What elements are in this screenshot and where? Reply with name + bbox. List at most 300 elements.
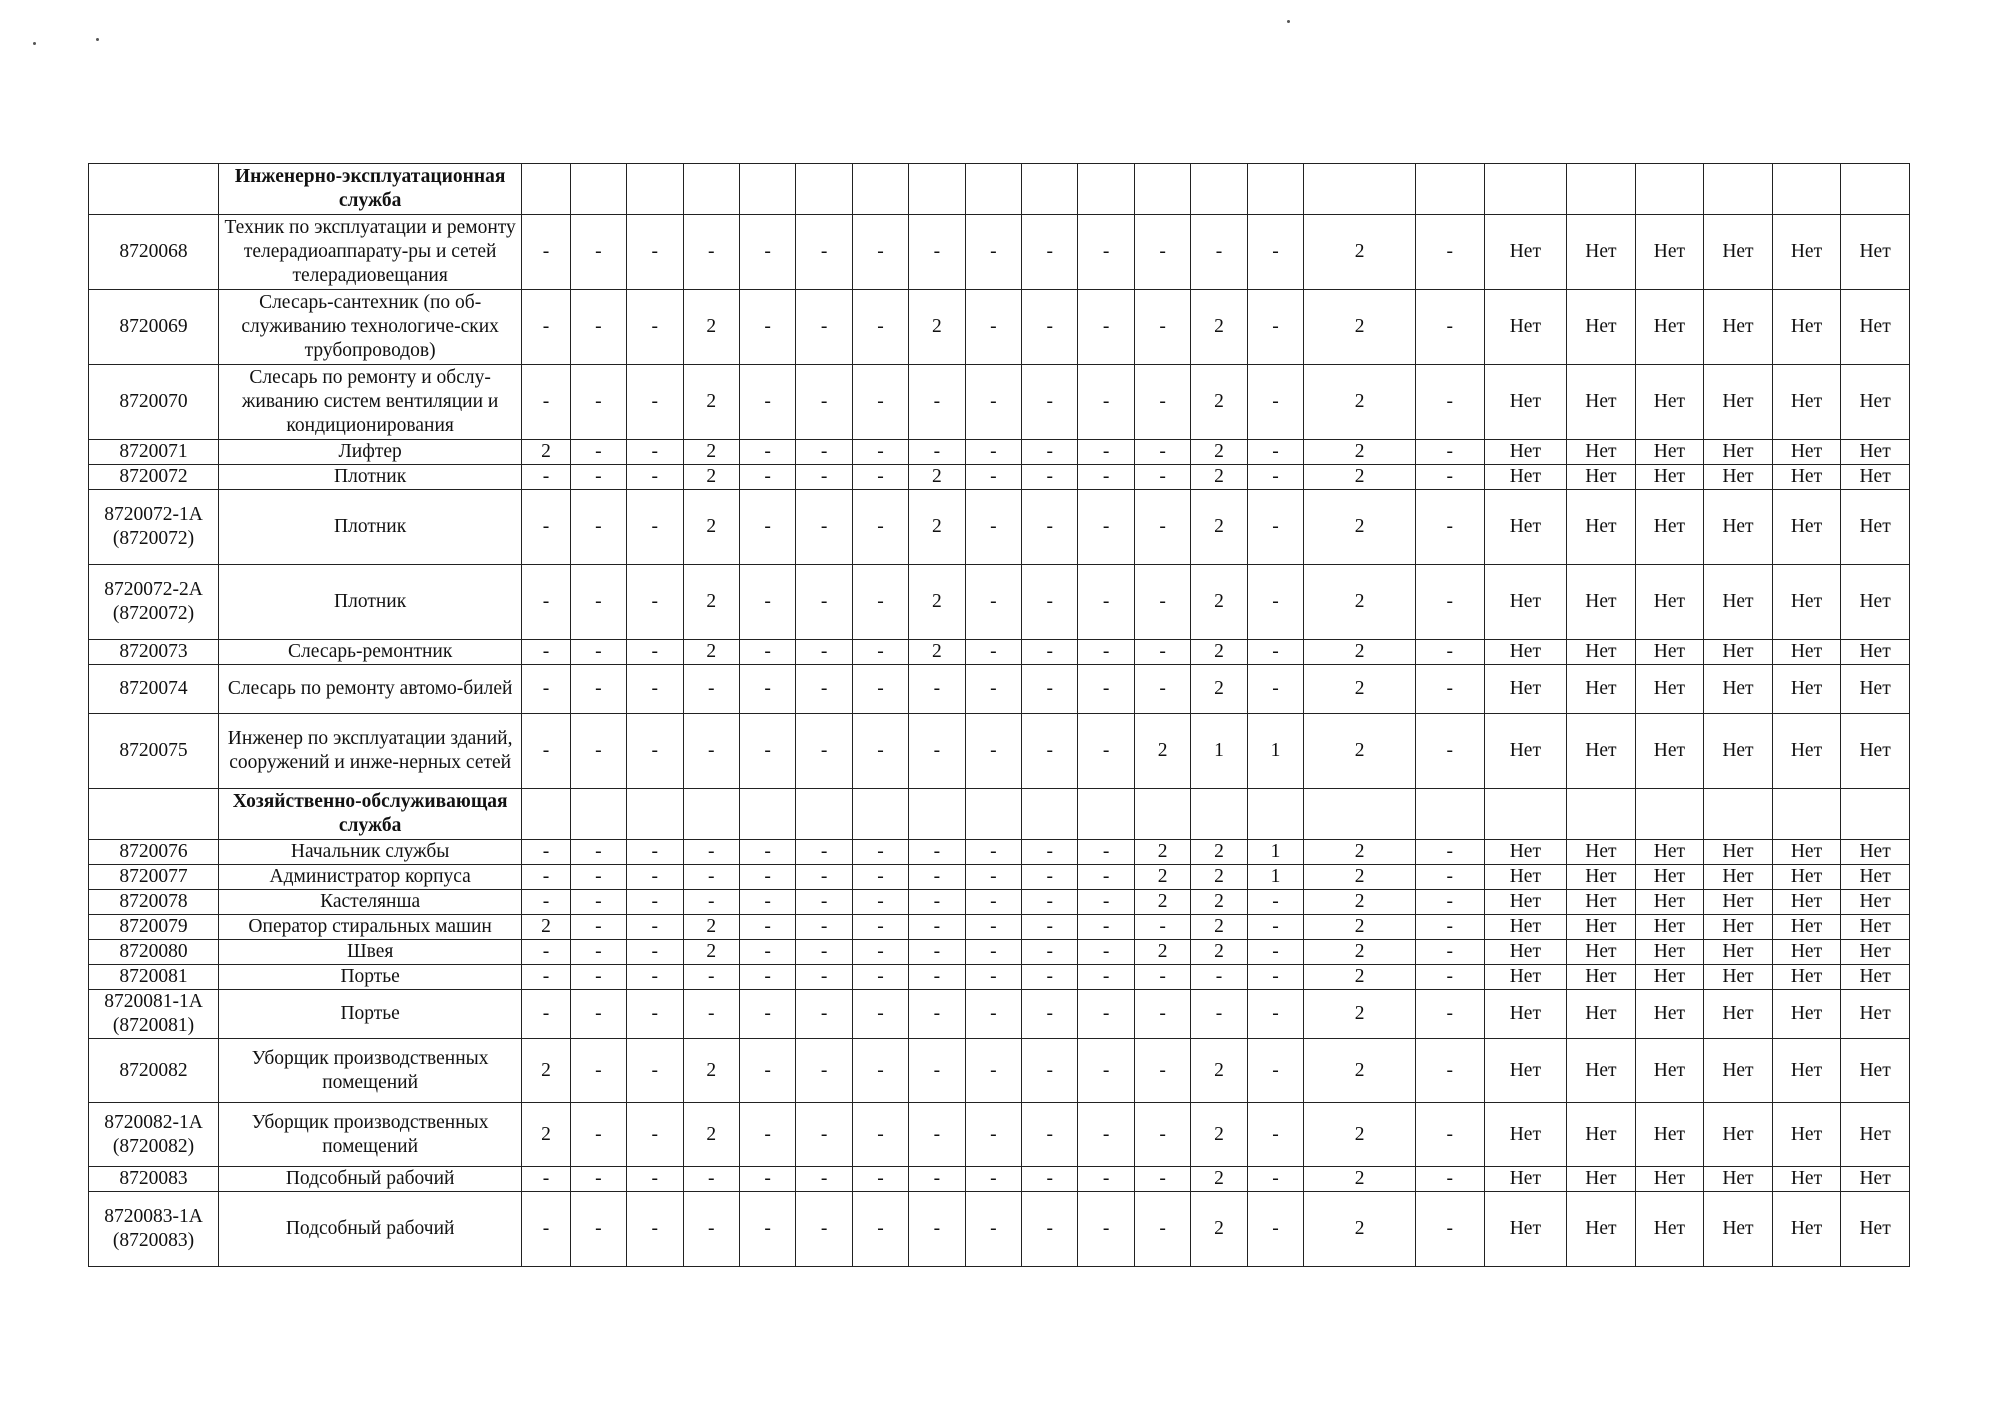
value-cell: -: [683, 990, 739, 1039]
value-cell: -: [1078, 890, 1134, 915]
value-cell: -: [1134, 665, 1190, 714]
value-cell: Нет: [1704, 1192, 1773, 1267]
value-cell: Нет: [1567, 465, 1636, 490]
table-row: [89, 1167, 1910, 1192]
value-cell: -: [739, 965, 795, 990]
value-cell: 2: [1191, 565, 1247, 640]
value-cell: 2: [1191, 865, 1247, 890]
value-cell: -: [909, 440, 965, 465]
value-cell: Нет: [1704, 490, 1773, 565]
value-cell: -: [1078, 915, 1134, 940]
value-cell: Нет: [1772, 840, 1841, 865]
value-cell: -: [852, 714, 908, 789]
value-cell: Нет: [1635, 1192, 1704, 1267]
value-cell: 2: [1304, 840, 1416, 865]
value-cell: Нет: [1841, 915, 1910, 940]
value-cell: -: [1134, 1039, 1190, 1103]
value-cell: 2: [1191, 665, 1247, 714]
value-cell: -: [852, 665, 908, 714]
job-code-cell: [89, 789, 219, 840]
job-code-cell: 8720070: [89, 365, 219, 440]
value-cell: -: [570, 840, 626, 865]
table-row: [89, 1039, 1910, 1103]
value-cell: -: [627, 990, 683, 1039]
value-cell: -: [909, 1167, 965, 1192]
value-cell: 2: [909, 490, 965, 565]
job-code-cell: 8720069: [89, 290, 219, 365]
value-cell: Нет: [1635, 215, 1704, 290]
value-cell: Нет: [1484, 465, 1567, 490]
value-cell: -: [965, 714, 1021, 789]
value-cell: -: [627, 1039, 683, 1103]
value-cell: -: [739, 640, 795, 665]
value-cell: -: [909, 1192, 965, 1267]
value-cell: Нет: [1484, 1192, 1567, 1267]
job-code-cell: 8720073: [89, 640, 219, 665]
value-cell: 2: [1191, 1103, 1247, 1167]
value-cell: -: [965, 915, 1021, 940]
value-cell: -: [1022, 490, 1078, 565]
value-cell: -: [796, 1192, 852, 1267]
job-code-cell: 8720078: [89, 890, 219, 915]
value-cell: 2: [683, 290, 739, 365]
table-row: [89, 1103, 1910, 1167]
value-cell: 2: [522, 1103, 570, 1167]
value-cell: Нет: [1484, 990, 1567, 1039]
value-cell: [1841, 164, 1910, 215]
table-row: [89, 565, 1910, 640]
value-cell: Нет: [1635, 1167, 1704, 1192]
value-cell: -: [1022, 1167, 1078, 1192]
value-cell: Нет: [1841, 665, 1910, 714]
value-cell: -: [1134, 565, 1190, 640]
value-cell: 2: [1304, 915, 1416, 940]
value-cell: Нет: [1772, 640, 1841, 665]
value-cell: Нет: [1635, 565, 1704, 640]
value-cell: Нет: [1567, 640, 1636, 665]
value-cell: Нет: [1567, 915, 1636, 940]
value-cell: -: [570, 465, 626, 490]
value-cell: [1134, 789, 1190, 840]
value-cell: -: [1134, 440, 1190, 465]
value-cell: -: [570, 640, 626, 665]
value-cell: Нет: [1567, 1167, 1636, 1192]
value-cell: 2: [1191, 290, 1247, 365]
value-cell: -: [796, 440, 852, 465]
value-cell: -: [1416, 865, 1485, 890]
value-cell: -: [1134, 215, 1190, 290]
value-cell: Нет: [1484, 1167, 1567, 1192]
value-cell: 2: [1134, 940, 1190, 965]
value-cell: Нет: [1841, 840, 1910, 865]
value-cell: -: [852, 890, 908, 915]
table-row: [89, 640, 1910, 665]
value-cell: Нет: [1567, 1103, 1636, 1167]
job-code-cell: 8720077: [89, 865, 219, 890]
value-cell: Нет: [1567, 565, 1636, 640]
value-cell: -: [796, 840, 852, 865]
value-cell: -: [570, 714, 626, 789]
value-cell: -: [1416, 565, 1485, 640]
value-cell: -: [627, 1103, 683, 1167]
table-row: [89, 965, 1910, 990]
value-cell: -: [1078, 840, 1134, 865]
value-cell: [1191, 789, 1247, 840]
value-cell: [796, 164, 852, 215]
value-cell: Нет: [1772, 565, 1841, 640]
value-cell: -: [522, 215, 570, 290]
value-cell: -: [796, 940, 852, 965]
job-code-cell: 8720081: [89, 965, 219, 990]
value-cell: 2: [1191, 1192, 1247, 1267]
value-cell: Нет: [1704, 365, 1773, 440]
value-cell: -: [1191, 215, 1247, 290]
value-cell: -: [683, 865, 739, 890]
value-cell: -: [1191, 965, 1247, 990]
value-cell: 1: [1247, 840, 1303, 865]
value-cell: -: [739, 1192, 795, 1267]
value-cell: -: [1416, 465, 1485, 490]
value-cell: [1635, 164, 1704, 215]
value-cell: 2: [909, 465, 965, 490]
value-cell: -: [1134, 465, 1190, 490]
value-cell: -: [1078, 440, 1134, 465]
value-cell: Нет: [1635, 640, 1704, 665]
value-cell: -: [570, 565, 626, 640]
value-cell: 2: [1304, 965, 1416, 990]
value-cell: Нет: [1484, 915, 1567, 940]
value-cell: Нет: [1704, 714, 1773, 789]
job-title-cell: Уборщик производственных помещений: [218, 1103, 521, 1167]
value-cell: -: [1078, 290, 1134, 365]
value-cell: -: [965, 965, 1021, 990]
value-cell: Нет: [1567, 1192, 1636, 1267]
value-cell: -: [1416, 990, 1485, 1039]
job-code-cell: 8720068: [89, 215, 219, 290]
job-title-cell: Кастелянша: [218, 890, 521, 915]
value-cell: 2: [1191, 465, 1247, 490]
value-cell: Нет: [1772, 990, 1841, 1039]
value-cell: -: [1078, 640, 1134, 665]
value-cell: -: [852, 290, 908, 365]
value-cell: Нет: [1567, 865, 1636, 890]
value-cell: -: [852, 1192, 908, 1267]
value-cell: Нет: [1704, 990, 1773, 1039]
value-cell: Нет: [1484, 840, 1567, 865]
value-cell: -: [1416, 1103, 1485, 1167]
value-cell: -: [1022, 1103, 1078, 1167]
value-cell: -: [627, 1192, 683, 1267]
value-cell: -: [1247, 365, 1303, 440]
value-cell: Нет: [1841, 490, 1910, 565]
value-cell: Нет: [1772, 665, 1841, 714]
value-cell: Нет: [1772, 890, 1841, 915]
value-cell: -: [739, 940, 795, 965]
value-cell: Нет: [1567, 440, 1636, 465]
value-cell: [1567, 789, 1636, 840]
value-cell: Нет: [1841, 890, 1910, 915]
table-row: [89, 290, 1910, 365]
value-cell: -: [1247, 215, 1303, 290]
value-cell: -: [683, 965, 739, 990]
value-cell: 2: [1191, 640, 1247, 665]
value-cell: 2: [1134, 890, 1190, 915]
value-cell: -: [1247, 915, 1303, 940]
value-cell: Нет: [1484, 1039, 1567, 1103]
value-cell: -: [852, 1167, 908, 1192]
job-code-cell: 8720072: [89, 465, 219, 490]
value-cell: -: [909, 915, 965, 940]
value-cell: Нет: [1567, 365, 1636, 440]
value-cell: -: [1078, 1167, 1134, 1192]
job-title-cell: Администратор корпуса: [218, 865, 521, 890]
value-cell: 2: [909, 290, 965, 365]
value-cell: -: [739, 1167, 795, 1192]
value-cell: -: [909, 840, 965, 865]
value-cell: Нет: [1484, 714, 1567, 789]
value-cell: -: [1022, 840, 1078, 865]
value-cell: -: [796, 965, 852, 990]
value-cell: Нет: [1704, 290, 1773, 365]
value-cell: -: [796, 990, 852, 1039]
value-cell: -: [909, 890, 965, 915]
value-cell: -: [1247, 990, 1303, 1039]
value-cell: -: [1134, 1103, 1190, 1167]
value-cell: -: [1134, 490, 1190, 565]
value-cell: Нет: [1635, 490, 1704, 565]
value-cell: -: [1247, 490, 1303, 565]
value-cell: -: [1247, 565, 1303, 640]
value-cell: -: [522, 940, 570, 965]
value-cell: -: [739, 565, 795, 640]
value-cell: 2: [1191, 915, 1247, 940]
value-cell: Нет: [1567, 890, 1636, 915]
value-cell: -: [627, 840, 683, 865]
job-code-cell: 8720079: [89, 915, 219, 940]
value-cell: -: [522, 1192, 570, 1267]
value-cell: 2: [1134, 714, 1190, 789]
value-cell: Нет: [1567, 714, 1636, 789]
value-cell: -: [1134, 1192, 1190, 1267]
value-cell: Нет: [1484, 215, 1567, 290]
value-cell: Нет: [1704, 890, 1773, 915]
value-cell: -: [1134, 965, 1190, 990]
section-header-row: [89, 789, 1910, 840]
value-cell: -: [965, 365, 1021, 440]
value-cell: 2: [1304, 990, 1416, 1039]
value-cell: -: [1247, 465, 1303, 490]
value-cell: Нет: [1772, 1167, 1841, 1192]
value-cell: 1: [1247, 714, 1303, 789]
value-cell: -: [1416, 490, 1485, 565]
value-cell: -: [627, 365, 683, 440]
value-cell: Нет: [1704, 215, 1773, 290]
value-cell: 2: [1304, 940, 1416, 965]
value-cell: -: [683, 1167, 739, 1192]
value-cell: -: [1078, 365, 1134, 440]
value-cell: Нет: [1635, 1039, 1704, 1103]
value-cell: -: [570, 365, 626, 440]
value-cell: Нет: [1841, 565, 1910, 640]
value-cell: -: [739, 1039, 795, 1103]
value-cell: Нет: [1484, 290, 1567, 365]
value-cell: -: [1078, 940, 1134, 965]
value-cell: Нет: [1772, 365, 1841, 440]
value-cell: -: [909, 665, 965, 714]
value-cell: 2: [1304, 1167, 1416, 1192]
job-title-cell: Уборщик производственных помещений: [218, 1039, 521, 1103]
value-cell: Нет: [1841, 965, 1910, 990]
value-cell: [1772, 789, 1841, 840]
value-cell: Нет: [1635, 290, 1704, 365]
value-cell: [627, 164, 683, 215]
value-cell: Нет: [1704, 940, 1773, 965]
job-title-cell: Инженер по эксплуатации зданий, сооружений и инже-нерных сетей: [218, 714, 521, 789]
value-cell: 2: [1304, 365, 1416, 440]
value-cell: -: [1247, 940, 1303, 965]
job-code-cell: 8720072-1А (8720072): [89, 490, 219, 565]
value-cell: [1416, 789, 1485, 840]
value-cell: -: [1078, 865, 1134, 890]
value-cell: -: [852, 640, 908, 665]
value-cell: -: [683, 714, 739, 789]
value-cell: -: [965, 565, 1021, 640]
value-cell: -: [1416, 215, 1485, 290]
job-code-cell: 8720075: [89, 714, 219, 789]
value-cell: 2: [683, 640, 739, 665]
value-cell: -: [1247, 440, 1303, 465]
value-cell: -: [909, 714, 965, 789]
value-cell: -: [852, 1039, 908, 1103]
value-cell: Нет: [1841, 1167, 1910, 1192]
value-cell: -: [796, 215, 852, 290]
value-cell: -: [570, 890, 626, 915]
value-cell: -: [1416, 965, 1485, 990]
value-cell: Нет: [1704, 640, 1773, 665]
value-cell: 2: [1304, 490, 1416, 565]
value-cell: 2: [1191, 440, 1247, 465]
value-cell: -: [522, 965, 570, 990]
value-cell: Нет: [1841, 290, 1910, 365]
value-cell: -: [1416, 840, 1485, 865]
value-cell: [1078, 164, 1134, 215]
value-cell: Нет: [1841, 440, 1910, 465]
value-cell: -: [1191, 990, 1247, 1039]
value-cell: -: [1416, 440, 1485, 465]
value-cell: 2: [1191, 1039, 1247, 1103]
value-cell: -: [1078, 465, 1134, 490]
value-cell: -: [852, 1103, 908, 1167]
value-cell: -: [570, 965, 626, 990]
value-cell: -: [570, 915, 626, 940]
value-cell: -: [522, 290, 570, 365]
value-cell: -: [570, 990, 626, 1039]
value-cell: -: [1247, 890, 1303, 915]
section-header-row: [89, 164, 1910, 215]
value-cell: -: [739, 915, 795, 940]
value-cell: -: [1078, 965, 1134, 990]
value-cell: 2: [1304, 640, 1416, 665]
value-cell: -: [1022, 1192, 1078, 1267]
value-cell: [570, 789, 626, 840]
value-cell: -: [909, 865, 965, 890]
value-cell: -: [965, 440, 1021, 465]
value-cell: 2: [522, 440, 570, 465]
value-cell: -: [1022, 714, 1078, 789]
value-cell: -: [1416, 1167, 1485, 1192]
value-cell: -: [852, 440, 908, 465]
value-cell: [570, 164, 626, 215]
value-cell: Нет: [1635, 714, 1704, 789]
value-cell: -: [852, 990, 908, 1039]
value-cell: -: [1078, 714, 1134, 789]
value-cell: -: [909, 1039, 965, 1103]
value-cell: -: [522, 1167, 570, 1192]
value-cell: -: [683, 890, 739, 915]
value-cell: -: [796, 565, 852, 640]
value-cell: -: [909, 215, 965, 290]
value-cell: -: [965, 215, 1021, 290]
value-cell: Нет: [1635, 865, 1704, 890]
value-cell: Нет: [1772, 1039, 1841, 1103]
value-cell: -: [1078, 490, 1134, 565]
value-cell: Нет: [1704, 840, 1773, 865]
value-cell: -: [739, 465, 795, 490]
value-cell: 2: [1304, 714, 1416, 789]
value-cell: 2: [1304, 465, 1416, 490]
job-title-cell: Слесарь-ремонтник: [218, 640, 521, 665]
table-row: [89, 440, 1910, 465]
job-title-cell: Начальник службы: [218, 840, 521, 865]
scan-speck: [96, 38, 99, 41]
value-cell: 2: [683, 440, 739, 465]
value-cell: [965, 164, 1021, 215]
value-cell: -: [570, 215, 626, 290]
value-cell: [739, 789, 795, 840]
value-cell: -: [852, 565, 908, 640]
value-cell: -: [1416, 1192, 1485, 1267]
value-cell: Нет: [1704, 440, 1773, 465]
value-cell: [1704, 164, 1773, 215]
scan-speck: [33, 42, 36, 45]
value-cell: -: [570, 490, 626, 565]
table-row: [89, 490, 1910, 565]
value-cell: 2: [909, 565, 965, 640]
scan-speck: [1287, 20, 1290, 23]
value-cell: Нет: [1635, 915, 1704, 940]
value-cell: 2: [683, 1103, 739, 1167]
value-cell: Нет: [1772, 915, 1841, 940]
value-cell: Нет: [1567, 840, 1636, 865]
value-cell: 2: [1304, 865, 1416, 890]
job-title-cell: Подсобный рабочий: [218, 1192, 521, 1267]
value-cell: -: [796, 1039, 852, 1103]
value-cell: -: [852, 215, 908, 290]
value-cell: -: [1247, 290, 1303, 365]
value-cell: Нет: [1484, 490, 1567, 565]
value-cell: Нет: [1841, 1103, 1910, 1167]
value-cell: -: [739, 665, 795, 714]
value-cell: -: [796, 465, 852, 490]
value-cell: -: [1416, 940, 1485, 965]
value-cell: Нет: [1772, 714, 1841, 789]
value-cell: -: [1078, 990, 1134, 1039]
section-title-cell: Инженерно-эксплуатационная служба: [218, 164, 521, 215]
value-cell: -: [796, 640, 852, 665]
value-cell: -: [1247, 965, 1303, 990]
value-cell: -: [627, 465, 683, 490]
value-cell: -: [1247, 1103, 1303, 1167]
